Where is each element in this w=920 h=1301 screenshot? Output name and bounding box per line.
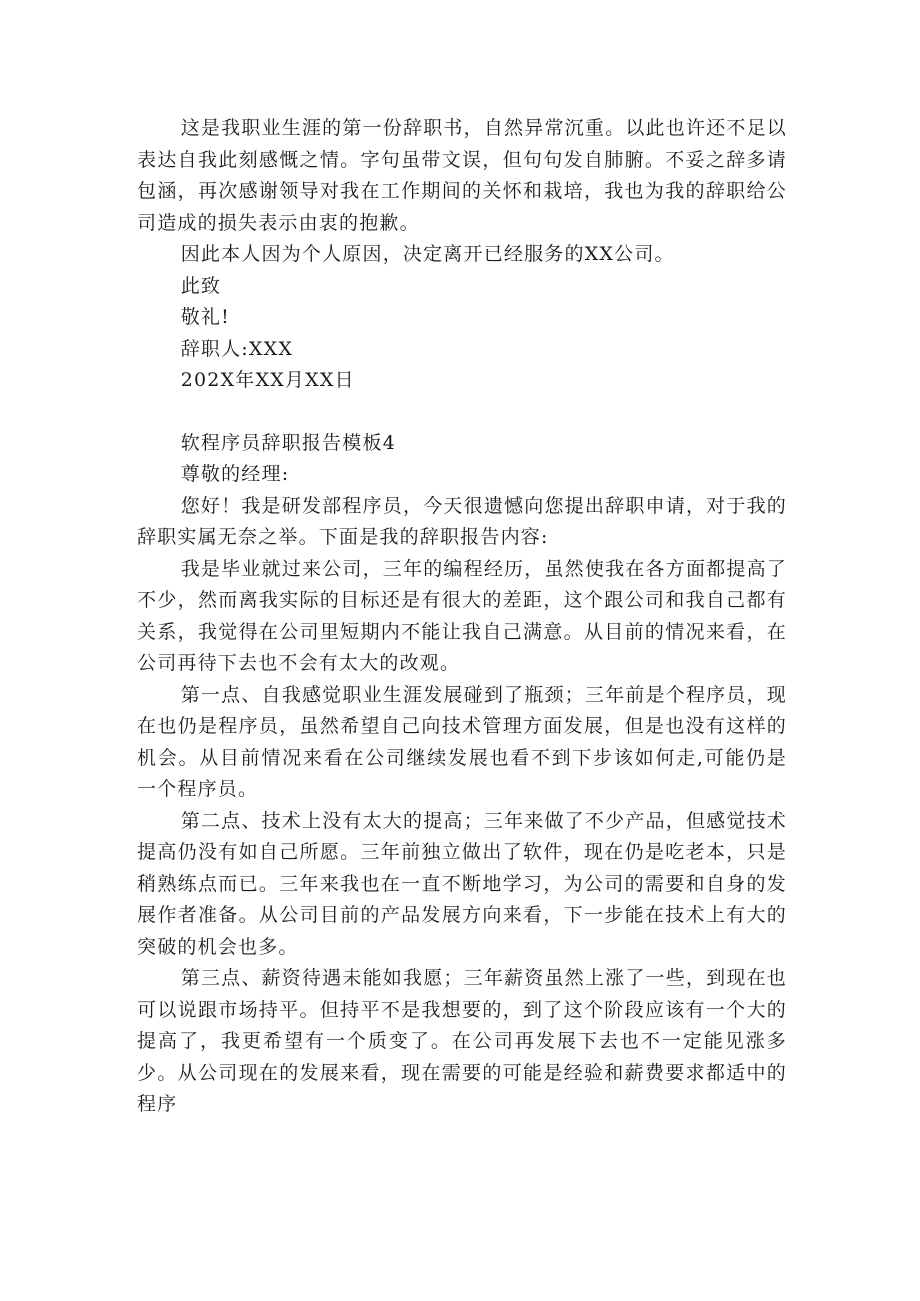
body-paragraph: 我是毕业就过来公司，三年的编程经历，虽然使我在各方面都提高了不少，然而离我实际的目标还是有很大的差距，这个跟公司和我自己都有关系，我觉得在公司里短期内不能让我自己满意。从目前的情况来看，在公司再待下去也不会有太大的改观。 — [137, 557, 787, 674]
salutation-line: 此致 — [180, 274, 222, 297]
section-title: 软程序员辞职报告模板4 — [180, 431, 396, 454]
document-body — [137, 113, 787, 1121]
date-line: 202X年XX月XX日 — [180, 369, 355, 391]
closing-paragraph: 这是我职业生涯的第一份辞职书，自然异常沉重。以此也许还不足以表达自我此刻感慨之情。字句虽带文误，但句句发自肺腑。不妥之辞多请包涵，再次感谢领导对我在工作期间的关怀和栽培，我也为我的辞职给公司造成的损失表示由衷的抱歉。 — [137, 117, 787, 234]
signature-line: 辞职人:XXX — [180, 337, 294, 360]
body-paragraph: 第三点、薪资待遇未能如我愿；三年薪资虽然上涨了一些，到现在也可以说跟市场持平。但持平不是我想要的，到了这个阶段应该有一个大的提高了，我更希望有一个质变了。在公司再发展下去也不一定能见涨多少。从公司现在的发展来看，现在需要的可能是经验和薪费要求都适中的程序 — [137, 967, 787, 1115]
salutation-line-2: 敬礼! — [180, 306, 230, 328]
closing-reason-paragraph: 因此本人因为个人原因，决定离开已经服务的XX公司。 — [180, 243, 675, 265]
body-paragraph: 您好！我是研发部程序员，今天很遗憾向您提出辞职申请，对于我的辞职实属无奈之举。下面是我的辞职报告内容: — [137, 494, 787, 548]
section-spacer — [137, 397, 787, 428]
body-paragraph: 第一点、自我感觉职业生涯发展碰到了瓶颈；三年前是个程序员，现在也仍是程序员，虽然希望自己向技术管理方面发展，但是也没有这样的机会。从目前情况来看在公司继续发展也看不到下步该如何走,可能仍是一个程序员。 — [137, 683, 787, 800]
greeting-line: 尊敬的经理: — [180, 463, 290, 485]
body-paragraph: 第二点、技术上没有太大的提高；三年来做了不少产品，但感觉技术提高仍没有如自己所愿。三年前独立做出了软件，现在仍是吃老本，只是稍熟练点而已。三年来我也在一直不断地学习，为公司的需要和自身的发展作者准备。从公司目前的产品发展方向来看，下一步能在技术上有大的突破的机会也多。 — [137, 809, 787, 958]
